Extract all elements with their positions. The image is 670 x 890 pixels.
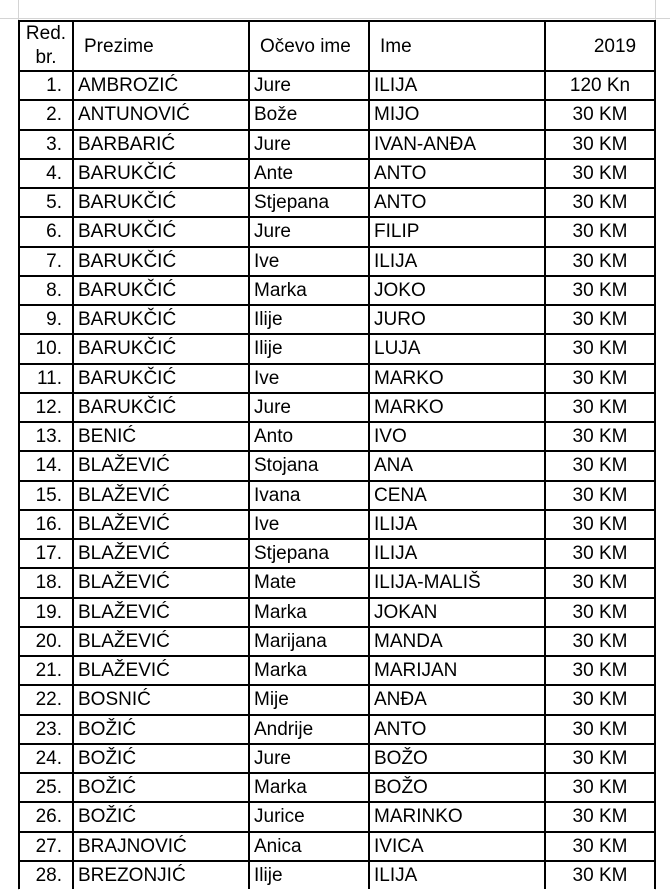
row-number-cell[interactable]: 10.: [19, 334, 73, 363]
table-row: [19, 188, 655, 217]
amount-cell[interactable]: 30 KM: [545, 832, 655, 861]
table-row: [19, 71, 655, 100]
surname-cell[interactable]: BARUKČIĆ: [73, 305, 249, 334]
row-number-cell[interactable]: 26.: [19, 802, 73, 831]
row-number-cell[interactable]: 3.: [19, 130, 73, 159]
header-name: Ime: [369, 21, 545, 71]
amount-cell[interactable]: 30 KM: [545, 773, 655, 802]
amount-cell[interactable]: 30 KM: [545, 393, 655, 422]
amount-cell[interactable]: 30 KM: [545, 217, 655, 246]
father-name-cell[interactable]: Jure: [249, 744, 369, 773]
amount-cell[interactable]: 30 KM: [545, 451, 655, 480]
surname-cell[interactable]: BOŽIĆ: [73, 715, 249, 744]
surname-cell[interactable]: BARUKČIĆ: [73, 247, 249, 276]
table-row: [19, 364, 655, 393]
name-cell[interactable]: ILIJA: [369, 247, 545, 276]
table-row: [19, 568, 655, 597]
row-number-cell[interactable]: 6.: [19, 217, 73, 246]
surname-cell[interactable]: BOŽIĆ: [73, 802, 249, 831]
father-name-cell[interactable]: Andrije: [249, 715, 369, 744]
header-no-line1: Red.: [25, 23, 67, 44]
father-name-cell[interactable]: Jure: [249, 217, 369, 246]
table-row: [19, 510, 655, 539]
row-number-cell[interactable]: 23.: [19, 715, 73, 744]
amount-cell[interactable]: 30 KM: [545, 656, 655, 685]
table-row: [19, 130, 655, 159]
name-cell[interactable]: JOKAN: [369, 598, 545, 627]
amount-cell[interactable]: 30 KM: [545, 188, 655, 217]
amount-cell[interactable]: 30 KM: [545, 598, 655, 627]
name-cell[interactable]: MIJO: [369, 100, 545, 129]
surname-cell[interactable]: BLAŽEVIĆ: [73, 568, 249, 597]
surname-cell[interactable]: BARUKČIĆ: [73, 393, 249, 422]
father-name-cell[interactable]: Ante: [249, 159, 369, 188]
table-row: [19, 305, 655, 334]
row-number-cell[interactable]: 9.: [19, 305, 73, 334]
amount-cell[interactable]: 30 KM: [545, 276, 655, 305]
father-name-cell[interactable]: Mate: [249, 568, 369, 597]
amount-cell[interactable]: 30 KM: [545, 802, 655, 831]
header-year: 2019: [545, 21, 655, 71]
name-cell[interactable]: MARKO: [369, 364, 545, 393]
amount-cell[interactable]: 30 KM: [545, 861, 655, 889]
name-cell[interactable]: BOŽO: [369, 773, 545, 802]
table-row: [19, 393, 655, 422]
amount-cell[interactable]: 30 KM: [545, 481, 655, 510]
table-row: [19, 217, 655, 246]
name-cell[interactable]: ANA: [369, 451, 545, 480]
surname-cell[interactable]: BLAŽEVIĆ: [73, 656, 249, 685]
row-number-cell[interactable]: 28.: [19, 861, 73, 889]
name-cell[interactable]: CENA: [369, 481, 545, 510]
surname-cell[interactable]: BARUKČIĆ: [73, 276, 249, 305]
table-row: [19, 861, 655, 889]
father-name-cell[interactable]: Jure: [249, 130, 369, 159]
father-name-cell[interactable]: Stojana: [249, 451, 369, 480]
father-name-cell[interactable]: Jure: [249, 71, 369, 100]
surname-cell[interactable]: AMBROZIĆ: [73, 71, 249, 100]
amount-cell[interactable]: 30 KM: [545, 715, 655, 744]
table-row: [19, 598, 655, 627]
amount-cell[interactable]: 120 Kn: [545, 71, 655, 100]
father-name-cell[interactable]: Ilije: [249, 334, 369, 363]
name-cell[interactable]: ILIJA: [369, 510, 545, 539]
surname-cell[interactable]: BARUKČIĆ: [73, 334, 249, 363]
table-row: [19, 715, 655, 744]
table-row: [19, 802, 655, 831]
amount-cell[interactable]: 30 KM: [545, 685, 655, 714]
name-cell[interactable]: MANDA: [369, 627, 545, 656]
name-cell[interactable]: JOKO: [369, 276, 545, 305]
table-row: [19, 773, 655, 802]
row-number-cell[interactable]: 20.: [19, 627, 73, 656]
surname-cell[interactable]: BARBARIĆ: [73, 130, 249, 159]
surname-cell[interactable]: BLAŽEVIĆ: [73, 539, 249, 568]
amount-cell[interactable]: 30 KM: [545, 159, 655, 188]
amount-cell[interactable]: 30 KM: [545, 568, 655, 597]
surname-cell[interactable]: ANTUNOVIĆ: [73, 100, 249, 129]
father-name-cell[interactable]: Jurice: [249, 802, 369, 831]
father-name-cell[interactable]: Marijana: [249, 627, 369, 656]
row-number-cell[interactable]: 14.: [19, 451, 73, 480]
surname-cell[interactable]: BRAJNOVIĆ: [73, 832, 249, 861]
amount-cell[interactable]: 30 KM: [545, 627, 655, 656]
name-cell[interactable]: MARINKO: [369, 802, 545, 831]
surname-cell[interactable]: BENIĆ: [73, 422, 249, 451]
row-number-cell[interactable]: 27.: [19, 832, 73, 861]
amount-cell[interactable]: 30 KM: [545, 364, 655, 393]
name-cell[interactable]: ILIJA: [369, 861, 545, 889]
row-number-cell[interactable]: 21.: [19, 656, 73, 685]
row-number-cell[interactable]: 17.: [19, 539, 73, 568]
surname-cell[interactable]: BLAŽEVIĆ: [73, 598, 249, 627]
surname-cell[interactable]: BLAŽEVIĆ: [73, 510, 249, 539]
name-cell[interactable]: BOŽO: [369, 744, 545, 773]
surname-cell[interactable]: BARUKČIĆ: [73, 159, 249, 188]
table-row: [19, 247, 655, 276]
name-cell[interactable]: FILIP: [369, 217, 545, 246]
father-name-cell[interactable]: Stjepana: [249, 539, 369, 568]
name-cell[interactable]: ANTO: [369, 715, 545, 744]
father-name-cell[interactable]: Marka: [249, 656, 369, 685]
surname-cell[interactable]: BOSNIĆ: [73, 685, 249, 714]
name-cell[interactable]: IVO: [369, 422, 545, 451]
row-number-cell[interactable]: 4.: [19, 159, 73, 188]
table-row: [19, 685, 655, 714]
surname-cell[interactable]: BOŽIĆ: [73, 773, 249, 802]
father-name-cell[interactable]: Ilije: [249, 305, 369, 334]
row-number-cell[interactable]: 2.: [19, 100, 73, 129]
name-cell[interactable]: LUJA: [369, 334, 545, 363]
table-row: [19, 276, 655, 305]
row-number-cell[interactable]: 5.: [19, 188, 73, 217]
name-cell[interactable]: MARIJAN: [369, 656, 545, 685]
row-number-cell[interactable]: 19.: [19, 598, 73, 627]
father-name-cell[interactable]: Ilije: [249, 861, 369, 889]
father-name-cell[interactable]: Ive: [249, 247, 369, 276]
row-number-cell[interactable]: 11.: [19, 364, 73, 393]
row-number-cell[interactable]: 15.: [19, 481, 73, 510]
table-row: [19, 744, 655, 773]
header-no: [19, 21, 73, 71]
father-name-cell[interactable]: Bože: [249, 100, 369, 129]
father-name-cell[interactable]: Ive: [249, 364, 369, 393]
name-cell[interactable]: JURO: [369, 305, 545, 334]
table-row: [19, 422, 655, 451]
name-cell[interactable]: ANTO: [369, 159, 545, 188]
row-number-cell[interactable]: 18.: [19, 568, 73, 597]
amount-cell[interactable]: 30 KM: [545, 510, 655, 539]
table-row: [19, 481, 655, 510]
surname-cell[interactable]: BARUKČIĆ: [73, 364, 249, 393]
table-row: [19, 334, 655, 363]
amount-cell[interactable]: 30 KM: [545, 744, 655, 773]
table-row: [19, 159, 655, 188]
row-number-cell[interactable]: 12.: [19, 393, 73, 422]
father-name-cell[interactable]: Marka: [249, 598, 369, 627]
amount-cell[interactable]: 30 KM: [545, 100, 655, 129]
row-number-cell[interactable]: 16.: [19, 510, 73, 539]
row-number-cell[interactable]: 25.: [19, 773, 73, 802]
amount-cell[interactable]: 30 KM: [545, 334, 655, 363]
header-row: [19, 21, 655, 71]
row-number-cell[interactable]: 8.: [19, 276, 73, 305]
father-name-cell[interactable]: Ive: [249, 510, 369, 539]
surname-cell[interactable]: BARUKČIĆ: [73, 217, 249, 246]
name-cell[interactable]: ILIJA: [369, 71, 545, 100]
father-name-cell[interactable]: Stjepana: [249, 188, 369, 217]
father-name-cell[interactable]: Anica: [249, 832, 369, 861]
amount-cell[interactable]: 30 KM: [545, 247, 655, 276]
header-father-name: Očevo ime: [249, 21, 369, 71]
row-number-cell[interactable]: 7.: [19, 247, 73, 276]
surname-cell[interactable]: BOŽIĆ: [73, 744, 249, 773]
surname-cell[interactable]: BREZONJIĆ: [73, 861, 249, 889]
members-table: [18, 20, 656, 889]
table-row: [19, 451, 655, 480]
amount-cell[interactable]: 30 KM: [545, 305, 655, 334]
amount-cell[interactable]: 30 KM: [545, 422, 655, 451]
row-number-cell[interactable]: 13.: [19, 422, 73, 451]
table-row: [19, 539, 655, 568]
row-number-cell[interactable]: 22.: [19, 685, 73, 714]
header-no-line2: br.: [35, 47, 57, 68]
amount-cell[interactable]: 30 KM: [545, 130, 655, 159]
amount-cell[interactable]: 30 KM: [545, 539, 655, 568]
header-surname: Prezime: [73, 21, 249, 71]
row-number-cell[interactable]: 1.: [19, 71, 73, 100]
name-cell[interactable]: IVICA: [369, 832, 545, 861]
name-cell[interactable]: ILIJA-MALIŠ: [369, 568, 545, 597]
table-row: [19, 627, 655, 656]
father-name-cell[interactable]: Marka: [249, 276, 369, 305]
father-name-cell[interactable]: Marka: [249, 773, 369, 802]
name-cell[interactable]: IVAN-ANĐA: [369, 130, 545, 159]
name-cell[interactable]: ANTO: [369, 188, 545, 217]
father-name-cell[interactable]: Ivana: [249, 481, 369, 510]
gridline-top: [0, 18, 670, 19]
name-cell[interactable]: ANĐA: [369, 685, 545, 714]
table-row: [19, 832, 655, 861]
table-row: [19, 656, 655, 685]
surname-cell[interactable]: BLAŽEVIĆ: [73, 451, 249, 480]
surname-cell[interactable]: BARUKČIĆ: [73, 188, 249, 217]
row-number-cell[interactable]: 24.: [19, 744, 73, 773]
surname-cell[interactable]: BLAŽEVIĆ: [73, 481, 249, 510]
name-cell[interactable]: MARKO: [369, 393, 545, 422]
father-name-cell[interactable]: Mije: [249, 685, 369, 714]
name-cell[interactable]: ILIJA: [369, 539, 545, 568]
father-name-cell[interactable]: Anto: [249, 422, 369, 451]
father-name-cell[interactable]: Jure: [249, 393, 369, 422]
surname-cell[interactable]: BLAŽEVIĆ: [73, 627, 249, 656]
table-row: [19, 100, 655, 129]
